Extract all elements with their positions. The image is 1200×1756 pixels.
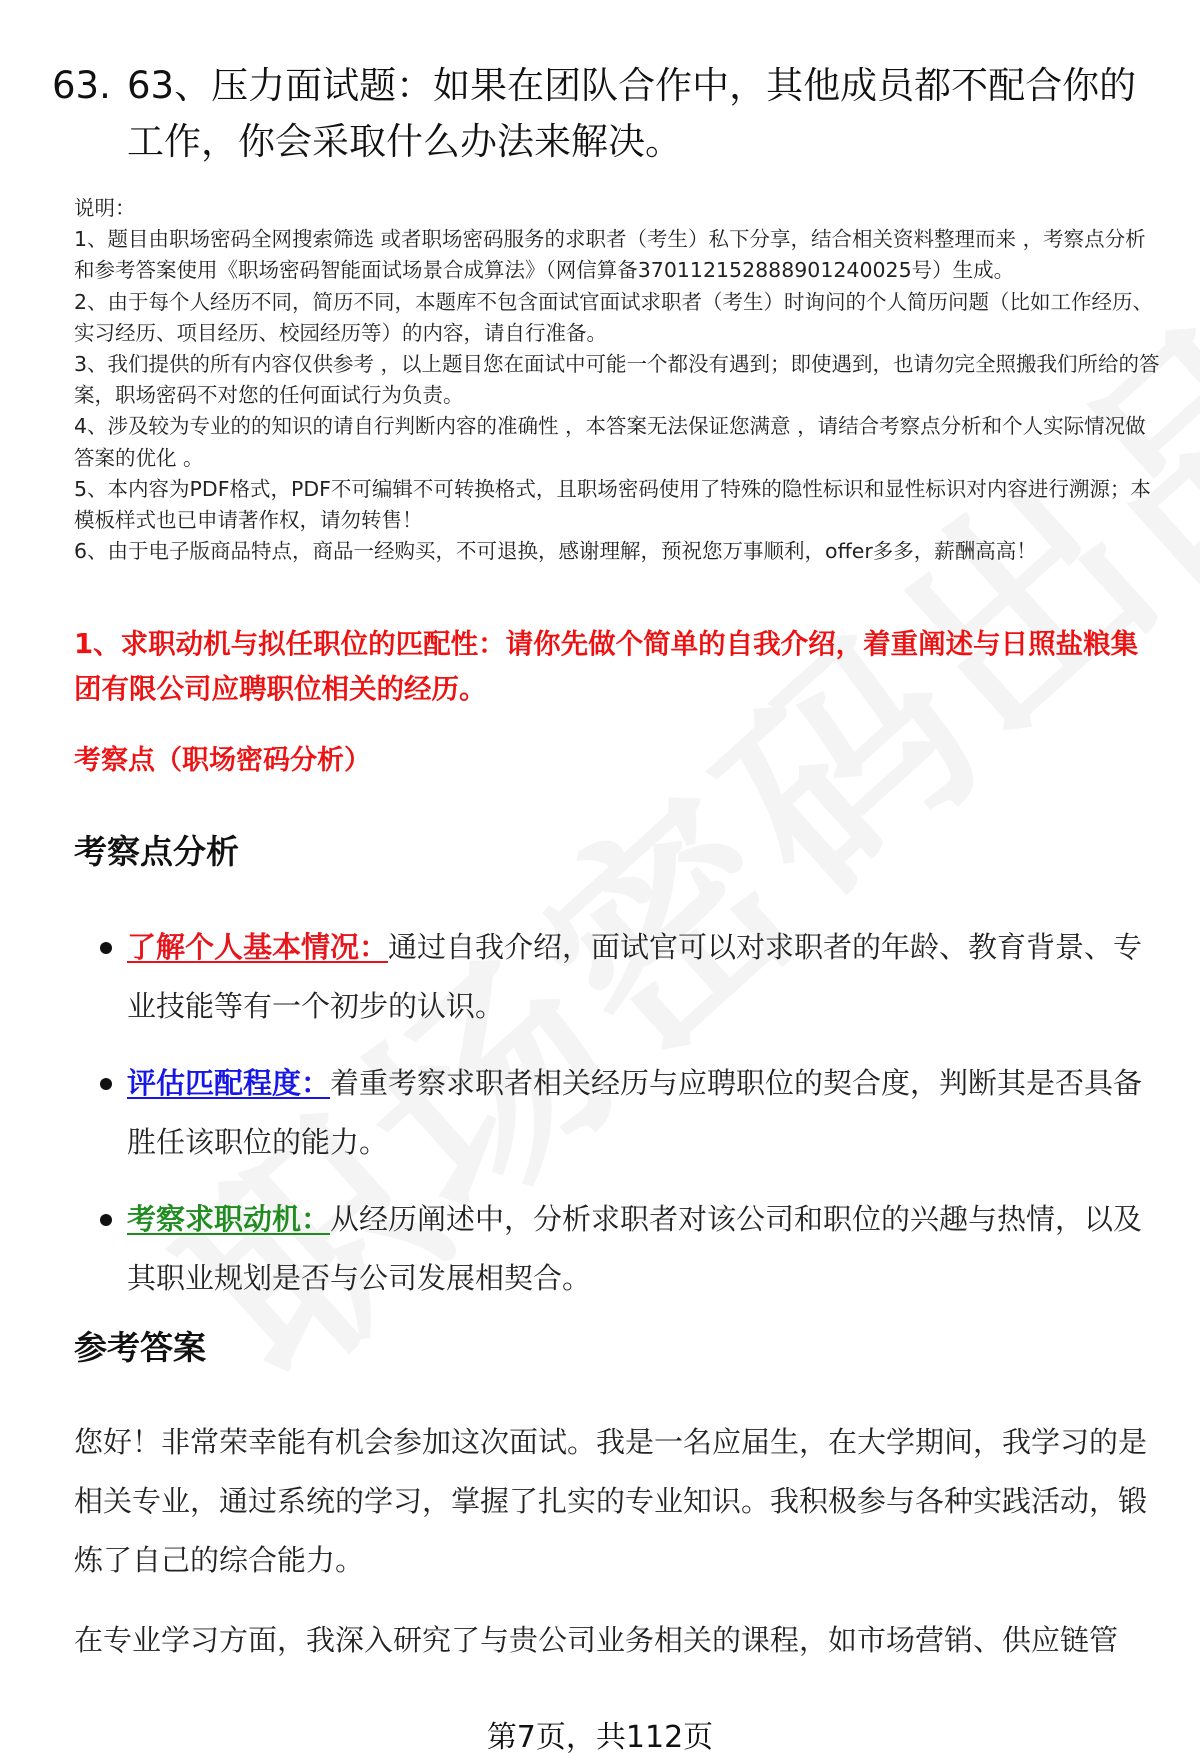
list-item [100,1054,1160,1172]
analysis-heading: 考察点分析 [74,832,239,871]
note-item: 5、本内容为PDF格式，PDF不可编辑不可转换格式，且职场密码使用了特殊的隐性标识和显性标识对内容进行溯源；本模板样式也已申请著作权，请勿转售！ [74,476,1151,533]
question-title [52,58,1152,170]
note-item: 2、由于每个人经历不同，简历不同，本题库不包含面试官面试求职者（考生）时询问的个人简历问题（比如工作经历、实习经历、项目经历、校园经历等）的内容，请自行准备。 [74,289,1154,345]
bullet-text: 着重考察求职者相关经历与应聘职位的契合度，判断其是否具备胜任该职位的能力。 [127,1066,1143,1159]
bullet-icon [100,1214,112,1226]
note-item: 6、由于电子版商品特点，商品一经购买，不可退换，感谢理解，预祝您万事顺利，offer多多，薪酬高高！ [74,539,1037,564]
note-item: 4、涉及较为专业的的知识的请自行判断内容的准确性 ，本答案无法保证您满意 ，请结合考察点分析和个人实际情况做答案的优化 。 [74,414,1146,470]
bullet-icon [100,942,112,954]
note-item: 1、题目由职场密码全网搜索筛选 或者职场密码服务的求职者（考生）私下分享，结合相关资料整理而来 ，考察点分析和参考答案使用《职场密码智能面试场景合成算法》（网信算备370112152888901240025号）生成。 [74,227,1146,283]
bullet-text: 从经历阐述中，分析求职者对该公司和职位的兴趣与热情，以及其职业规划是否与公司发展相契合。 [127,1202,1143,1295]
notes-title: 说明： [74,196,136,220]
answer-paragraph: 在专业学习方面，我深入研究了与贵公司业务相关的课程，如市场营销、供应链管 [74,1623,1119,1657]
analysis-list [100,918,1160,1326]
page-footer: 第7页，共112页 [486,1720,714,1755]
bullet-text: 通过自我介绍，面试官可以对求职者的年龄、教育背景、专业技能等有一个初步的认识。 [127,930,1143,1023]
kaocha-label: 考察点（职场密码分析） [74,745,371,776]
question-text: 63、压力面试题：如果在团队合作中，其他成员都不配合你的工作，你会采取什么办法来解决。 [127,64,1137,163]
list-item [100,918,1160,1036]
answer-heading: 参考答案 [74,1328,206,1367]
bullet-icon [100,1078,112,1090]
notes-block [74,193,1164,567]
list-item [100,1190,1160,1308]
sub-question-heading: 1、求职动机与拟任职位的匹配性：请你先做个简单的自我介绍，着重阐述与日照盐粮集团有限公司应聘职位相关的经历。 [74,628,1139,705]
note-item: 3、我们提供的所有内容仅供参考 ，以上题目您在面试中可能一个都没有遇到；即使遇到，也请勿完全照搬我们所给的答案，职场密码不对您的任何面试行为负责。 [74,352,1160,408]
bullet-key: 评估匹配程度： [127,1066,331,1100]
bullet-key: 考察求职动机： [127,1202,331,1236]
answer-paragraph: 您好！非常荣幸能有机会参加这次面试。我是一名应届生，在大学期间，我学习的是相关专业，通过系统的学习，掌握了扎实的专业知识。我积极参与各种实践活动，锻炼了自己的综合能力。 [74,1425,1148,1577]
bullet-key: 了解个人基本情况： [127,930,389,964]
question-number: 63. [52,64,111,107]
